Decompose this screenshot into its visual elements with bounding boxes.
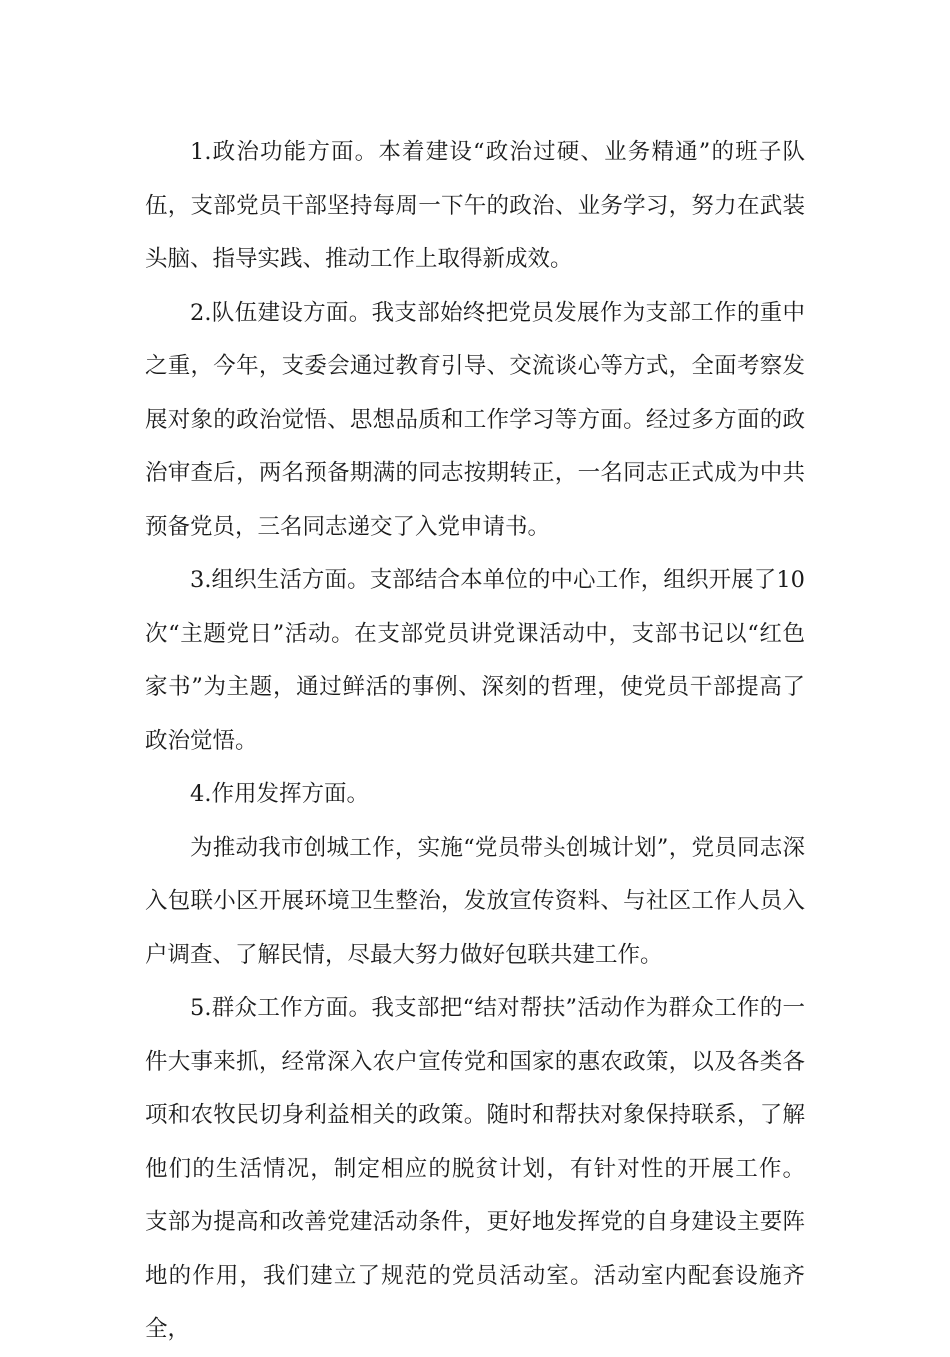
paragraph-political-function: 1.政治功能方面。本着建设“政治过硬、业务精通”的班子队伍，支部党员干部坚持每周一下午的政治、业务学习，努力在武装头脑、指导实践、推动工作上取得新成效。 [145, 139, 805, 272]
paragraph-team-building: 2.队伍建设方面。我支部始终把党员发展作为支部工作的重中之重，今年，支委会通过教育引导、交流谈心等方式，全面考察发展对象的政治觉悟、思想品质和工作学习等方面。经过多方面的政治审查后，两名预备期满的同志按期转正，一名同志正式成为中共预备党员，三名同志递交了入党申请书。 [145, 299, 805, 540]
paragraph-city-campaign: 为推动我市创城工作，实施“党员带头创城计划”，党员同志深入包联小区开展环境卫生整治，发放宣传资料、与社区工作人员入户调查、了解民情，尽最大努力做好包联共建工作。 [145, 834, 805, 968]
document-body [145, 126, 805, 1357]
paragraph-organizational-life: 3.组织生活方面。支部结合本单位的中心工作，组织开展了10次“主题党日”活动。在支部党员讲党课活动中，支部书记以“红色家书”为主题，通过鲜活的事例、深刻的哲理，使党员干部提高了政治觉悟。 [145, 567, 805, 754]
paragraph-activity-room: 支部为提高和改善党建活动条件，更好地发挥党的自身建设主要阵地的作用，我们建立了规范的党员活动室。活动室内配套设施齐全， [145, 1209, 805, 1342]
paragraph-role-heading: 4.作用发挥方面。 [190, 781, 369, 807]
paragraph-mass-work: 5.群众工作方面。我支部把“结对帮扶”活动作为群众工作的一件大事来抓，经常深入农户宣传党和国家的惠农政策，以及各类各项和农牧民切身利益相关的政策。随时和帮扶对象保持联系，了解他们的生活情况，制定相应的脱贫计划，有针对性的开展工作。 [145, 995, 805, 1182]
